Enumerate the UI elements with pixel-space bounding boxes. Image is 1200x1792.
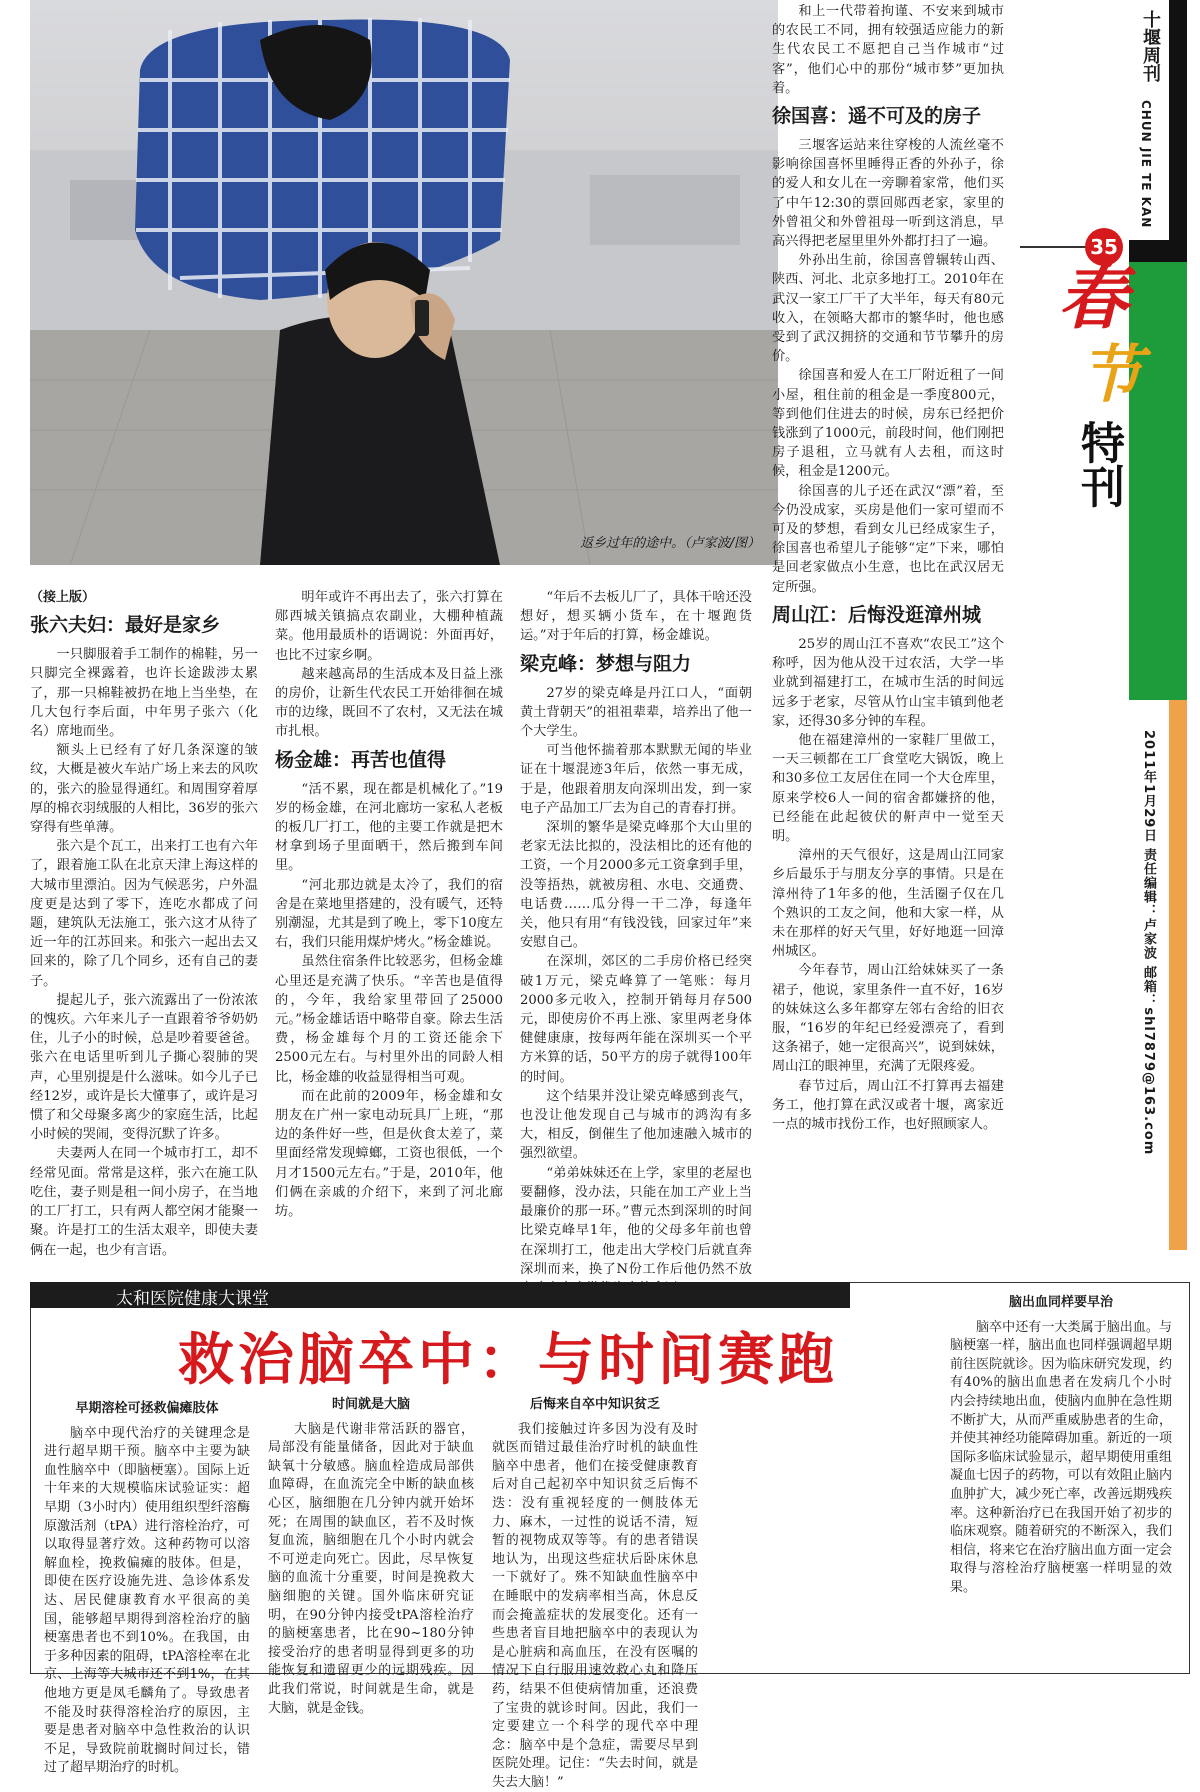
masthead-sidebar: [1129, 0, 1187, 1250]
story3-paragraph: 27岁的梁克峰是丹江口人，“面朝黄土背朝天”的祖祖辈辈，培养出了他一个大学生。: [520, 685, 752, 740]
feature-column-2: [268, 1392, 474, 1716]
feature-banner-text: 太和医院健康大课堂: [116, 1289, 269, 1309]
story5-paragraph: 今年春节，周山江给妹妹买了一条裙子，他说，家里条件一直不好，16岁的妹妹这么多年都穿左邻右舍给的旧衣服，“16岁的年纪已经爱漂亮了，看到这条裙子，她一定很高兴”，说到妹妹，周山江的眼神里，充满了无限疼爱。: [772, 963, 1004, 1075]
title-jie: 节: [1080, 338, 1143, 411]
story1-paragraph: 额头上已经有了好几条深邃的皱纹，大概是被火车站广场上来去的风吹的，张六的脸显得通红。和周围穿着厚厚的棉衣羽绒服的人相比，36岁的张六穿得有些单薄。: [30, 743, 258, 836]
story1-paragraph: 明年或许不再出去了，张六打算在郧西城关镇搞点农副业，大棚种植蔬菜。他用最质朴的语调说：外面再好，也比不过家乡啊。: [275, 590, 503, 663]
column-1: [30, 588, 258, 1258]
story1-paragraph: 张六是个瓦工，出来打工也有六年了，跟着施工队在北京天津上海这样的大城市里漂泊。因为气候恶劣，户外温度更是达到了零下，连吃水都成了问题，建筑队无法施工，张六这才从待了近一年的江苏回来。和张六一起出去又回来的，除了几个同乡，还有自己的妻子。: [30, 839, 258, 989]
story2-paragraph: “年后不去板儿厂了，具体干啥还没想好，想买辆小货车，在十堰跑货运。”对于年后的打算，杨金雄说。: [520, 590, 752, 644]
story4-paragraph: 外孙出生前，徐国喜曾辗转山西、陕西、河北、北京多地打工。2010年在武汉一家工厂干了大半年，每天有80元收入，在领略大都市的繁华时，他也感受到了武汉拥挤的交通和节节攀升的房价。: [772, 253, 1004, 365]
photo-caption: 返乡过年的途中。（卢家波/图）: [580, 536, 760, 551]
pinyin-title: CHUN JIE TE KAN: [1139, 100, 1153, 229]
feature-subheading: 脑出血同样要早治: [1008, 1295, 1113, 1310]
story2-paragraph: 而在此前的2009年，杨金雄和女朋友在广州一家电动玩具厂上班，“那边的条件好一些，但是伙食太差了，菜里面经常发现蟑螂，工资也很低，一个月才1500元左右。”于是，2010年，他们俩在亲戚的介绍下，来到了河北廊坊。: [275, 1088, 503, 1220]
story5-paragraph: 25岁的周山江不喜欢“农民工”这个称呼，因为他从没干过农活，大学一毕业就到福建打工，在城市生活的时间远远多于老家，尽管从竹山宝丰镇到他老家，还得30多分钟的车程。: [772, 636, 1004, 729]
page-number-badge: 35: [1085, 228, 1123, 266]
feature-column-1: [44, 1396, 250, 1776]
story4-paragraph: 徐国喜和爱人在工厂附近租了一间小屋，租住前的租金是一季度800元，等到他们住进去的时候，房东已经把价钱涨到了1000元，前段时间，他们刚把房子退租，立马就有人去租，而这时候，租金是1200元。: [772, 368, 1004, 480]
feature-subheading: 早期溶栓可拯救偏瘫肢体: [75, 1401, 219, 1416]
story4-heading: 徐国喜：遥不可及的房子: [772, 105, 982, 128]
story4-paragraph: 徐国喜的儿子还在武汉“漂”着，至今仍没成家，买房是他们一家可望而不可及的梦想，看到女儿已经成家生子，徐国喜也希望儿子能够“定”下来，哪怕是回老家做点小生意，也比在武汉居无定所强。: [772, 483, 1004, 595]
feature-paragraph: 我们接触过许多因为没有及时就医而错过最佳治疗时机的缺血性脑卒中患者，他们在接受健康教育后对自己起初卒中知识贫乏后悔不迭：没有重视轻度的一侧肢体无力、麻木，一过性的说话不清，短暂的视物成双等等。有的患者错误地认为，出现这些症状后卧床休息一下就好了。殊不知缺血性脑卒中在睡眠中的发病率相当高，休息反而会掩盖症状的发展变化。还有一些患者盲目地把脑卒中的表现认为是心脏病和高血压，在没有医嘱的情况下自行服用速效救心丸和降压药，结果不但使病情加重，还浪费了宝贵的就诊时间。因此，我们一定要建立一个科学的现代卒中理念：脑卒中是个急症，需要尽早到医院处理。记住：“失去时间，就是失去大脑！”: [492, 1421, 698, 1790]
story3-paragraph: “弟弟妹妹还在上学，家里的老屋也要翻修，没办法，只能在加工产业上当最廉价的那一环。”曹元杰到深圳的时间比梁克峰早1年，他的父母多年前也曾在深圳打工，他走出大学校门后就直奔深圳而来，换了N份工作后他仍然不放: [520, 1165, 752, 1277]
feature-paragraph: 脑卒中还有一大类属于脑出血。与脑梗塞一样，脑出血也同样强调超早期前往医院就诊。因为临床研究发现，约有40%的脑出血患者在发病几个小时内会持续地出血，使脑内血肿在急性期不断扩大，从而严重威胁患者的生命，并使其神经功能障碍加重。新近的一项国际多临床试验显示，超早期使用重组凝血七因子的药物，可以有效阻止脑内血肿扩大，减少死亡率，改善远期残疾率。这种新治疗已在我国开始了初步的临床观察。随着研究的不断深入，我们相信，将来它在治疗脑出血方面一定会取得与溶栓治疗脑梗塞一样明显的效果。: [950, 1319, 1172, 1595]
story2-paragraph: 虽然住宿条件比较恶劣，但杨金雄心里还是充满了快乐。“辛苦也是值得的，今年，我给家里带回了25000元。”杨金雄话语中略带自豪。除去生活费，杨金雄每个月的工资还能余下2500元左右。与村里外出的同龄人相比，杨金雄的收益显得相当可观。: [275, 954, 503, 1085]
feature-paragraph: 大脑是代谢非常活跃的器官，局部没有能量储备，因此对于缺血缺氧十分敏感。脑血栓造成局部供血障碍，在血流完全中断的缺血核心区，脑细胞在几分钟内就开始坏死；在周围的缺血区，若不及时恢复血流，脑细胞在几个小时内就会不可逆走向死亡。因此，尽早恢复脑的血流十分重要，时间是挽救大脑细胞的关键。国外临床研究证明，在90分钟内接受tPA溶栓治疗的脑梗塞患者，比在90~180分钟接受治疗的患者明显得到更多的功能恢复和遗留更少的远期残疾。因此我们常说，时间就是生命，就是大脑，就是金钱。: [268, 1421, 474, 1716]
story2-paragraph: “活不累，现在都是机械化了。”19岁的杨金雄，在河北廊坊一家私人老板的板几厂打工，他的主要工作就是把木材拿到场子里面晒干，然后搬到车间里。: [275, 781, 503, 874]
feature-paragraph: 脑卒中现代治疗的关键理念是进行超早期干预。脑卒中主要为缺血性脑卒中（即脑梗塞）。国际上近十年来的大规模临床试验证实：超早期（3小时内）使用组织型纤溶酶原激活剂（tPA）进行溶栓治疗，可以取得显著疗效。这种药物可以溶解血栓，挽救偏瘫的肢体。但是，即使在医疗设施先进、急诊体系发达、居民健康教育水平很高的美国，能够超早期得到溶栓治疗的脑梗塞患者也不到10%。在我国，由于多种因素的阻碍，tPA溶栓率在北京、上海等大城市还不到1%，在其他地方更是凤毛麟角了。导致患者不能及时获得溶栓治疗的原因，主要是患者对脑卒中急性救治的认识不足，导致院前耽搁时间过长，错过了超早期治疗的时机。: [44, 1425, 250, 1776]
feature-subheading: 时间就是大脑: [331, 1397, 410, 1412]
title-chun: 春: [1058, 256, 1128, 339]
story1-paragraph: 提起儿子，张六流露出了一份浓浓的愧疚。六年来儿子一直跟着爷爷奶奶住，儿子小的时候，总是吵着要爸爸。张六在电话里听到儿子撕心裂肺的哭声，心里别提是什么滋味。如今儿子已经12岁，或许是长大懂事了，或许是习惯了和父母聚多离少的家庭生活，比起小时候的哭闹，变得沉默了许多。: [30, 992, 258, 1143]
continued-note: （接上版）: [30, 590, 96, 605]
story3-paragraph: 在深圳，郊区的二手房价格已经突破1万元，梁克峰算了一笔账：每月2000多元收入，控制开销每月存500元，即使房价不再上涨、家里两老身体健健康康，按每两年能在深圳买一个平方米算的话，50平方的房子就得100年的时间。: [520, 954, 752, 1085]
photo-illustration: [30, 0, 778, 565]
story5-heading: 周山江：后悔没逛漳州城: [772, 603, 982, 626]
title-tekan: 特刊: [1073, 420, 1124, 508]
story3-paragraph: 深圳的繁华是梁克峰那个大山里的老家无法比拟的，没法相比的还有他的工资，一个月2000多元工资拿到手里，没等捂热，就被房租、水电、交通费、电话费……瓜分得一干二净，每逢年关，他只有用“有钱没钱，回家过年”来安慰自己。: [520, 820, 752, 951]
column-2: [275, 588, 503, 1248]
story5-paragraph: 春节过后，周山江不打算再去福建务工，他打算在武汉或者十堰，离家近一点的城市找份工作，也好照顾家人。: [772, 1078, 1004, 1132]
story3-paragraph: 可当他怀揣着那本默默无闻的毕业证在十堰混迹3年后，依然一事无成，于是，他跟着朋友向深圳出发，到一家电子产品加工厂去为自己的青春打拼。: [520, 743, 752, 816]
feature-title: 救治脑卒中：与时间赛跑: [178, 1328, 838, 1393]
story2-heading: 杨金雄：再苦也值得: [275, 748, 447, 771]
story1-paragraph: 一只脚服着手工制作的棉鞋，另一只脚完全裸露着，也许长途跋涉太累了，那一只棉鞋被扔在地上当坐垫，在几大包行李后面，中年男子张六（化名）席地而坐。: [30, 647, 258, 740]
story3-heading: 梁克峰：梦想与阻力: [520, 652, 692, 675]
story5-paragraph: 漳州的天气很好，这是周山江同家乡后最乐于与朋友分享的事情。只是在漳州待了1年多的他，生活圈子仅在几个熟识的工友之间，他和大家一样，从未在那样的好天气里，好好地逛一回漳州城区。: [772, 848, 1004, 960]
feature-column-3: [492, 1392, 698, 1790]
paper-name: 十堰周刊: [1140, 10, 1161, 82]
story3-paragraph: 这个结果并没让梁克峰感到丧气，也没让他发现自己与城市的鸿沟有多大，相反，倒催生了他加速融入城市的强烈欲望。: [520, 1088, 752, 1162]
feature-banner: [30, 1282, 850, 1308]
column-4: [772, 2, 1004, 1248]
story3-paragraph: 和上一代带着拘谨、不安来到城市的农民工不同，拥有较强适应能力的新生代农民工不愿把自己当作城市“过客”，他们心中的那份“城市梦”更加执着。: [772, 4, 1004, 96]
story1-paragraph: 越来越高昂的生活成本及日益上涨的房价，让新生代农民工开始徘徊在城市的边缘，既回不了农村，又无法在城市扎根。: [275, 666, 503, 740]
story5-paragraph: 他在福建漳州的一家鞋厂里做工，一天三顿都在工厂食堂吃大锅饭，晚上和30多位工友居住在同一个大仓库里，原来学校6人一间的宿舍都嫌挤的他，已经能在此起彼伏的鼾声中一觉至天明。: [772, 732, 1004, 844]
column-3: [520, 588, 752, 1277]
story4-paragraph: 三堰客运站来往穿梭的人流丝毫不影响徐国喜怀里睡得正香的外孙子，徐的爱人和女儿在一旁聊着家常，他们买了中午12:30的票回郧西老家，家里的外曾祖父和外曾祖母一听到这消息，早高兴得把老屋里里外外都打扫了一遍。: [772, 138, 1004, 250]
story1-heading: 张六夫妇：最好是家乡: [30, 614, 221, 637]
page-number-line: [1020, 246, 1086, 248]
sidebar-green-band: [1129, 262, 1187, 702]
story1-paragraph: 夫妻两人在同一个城市打工，却不经常见面。常常是这样，张六在施工队吃住，妻子则是租一间小房子，在当地的工厂打工，只有两人都空闲才能聚一聚。许是打工的生活太艰辛，即使夫妻俩在一起，也少有言语。: [30, 1146, 258, 1258]
story2-paragraph: “河北那边就是太冷了，我们的宿舍是在菜地里搭建的，没有暖气，还特别潮湿，尤其是到了晚上，零下10度左右，我们只能用煤炉烤火。”杨金雄说。: [275, 877, 503, 951]
feature-column-4: [950, 1290, 1172, 1666]
feature-subheading: 后悔来自卒中知识贫乏: [529, 1397, 660, 1412]
news-photo: [30, 0, 778, 565]
date-editor-line: 2011年1月29日 责任编辑：卢家波 邮箱：shl7879@163.com: [1141, 730, 1156, 1156]
